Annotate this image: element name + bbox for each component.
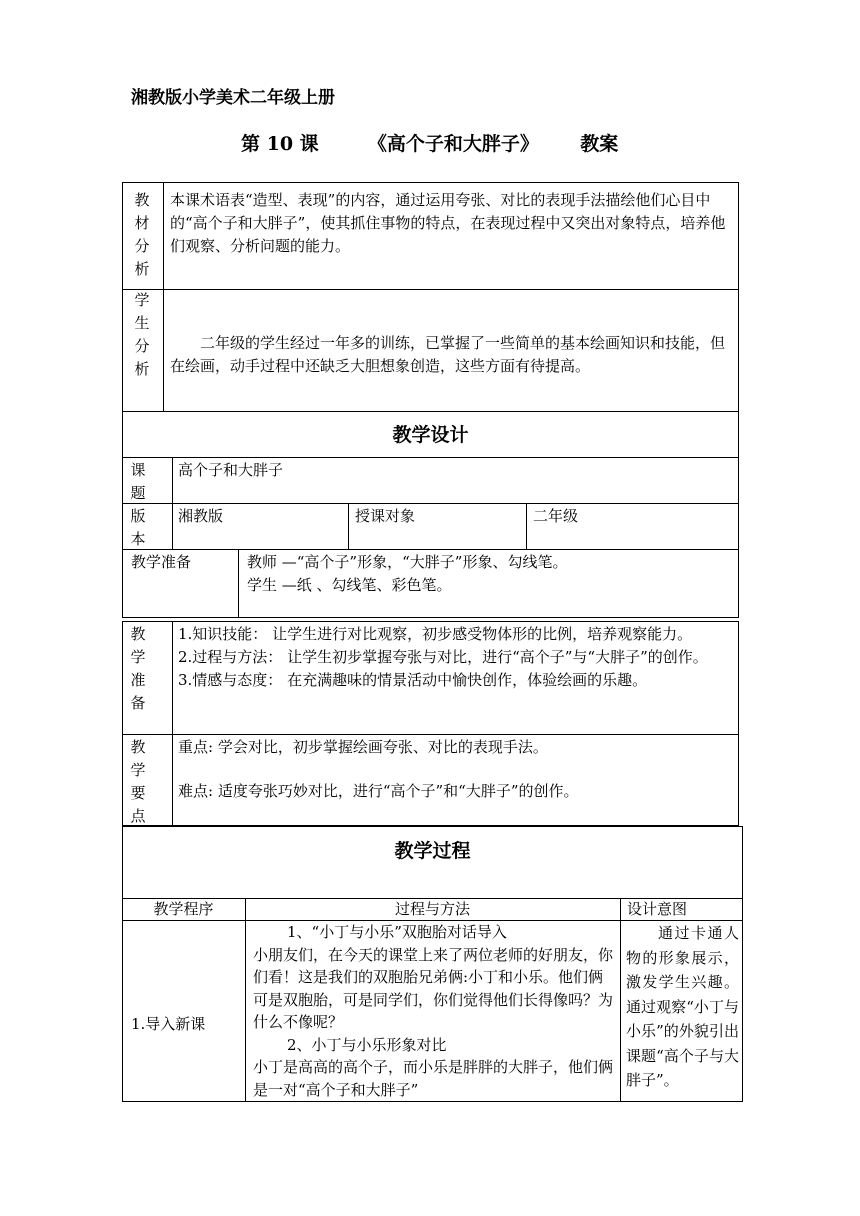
audience-label: 授课对象 [355, 507, 416, 525]
goals-list [178, 623, 735, 692]
goal-process: 2.过程与方法： 让学生初步掌握夸张与对比，进行“高个子”与“大胖子”的创作。 [178, 648, 708, 666]
audience-value: 二年级 [533, 507, 579, 525]
col-method-header: 过程与方法 [394, 900, 470, 918]
book-title: 湘教版小学美术二年级上册 [131, 88, 335, 108]
method-2-body: 小丁是高高的高个子，而小乐是胖胖的大胖子，他们俩是一对“高个子和大胖子” [253, 1058, 614, 1099]
process-title: 教学过程 [394, 840, 471, 862]
method-2-title: 2、小丁与小乐形象对比 [287, 1035, 447, 1054]
material-analysis-text: 本课术语表“造型、表现”的内容，通过运用夸张、对比的表现手法描绘他们心目中的“高个子和大胖子”，使其抓住事物的特点，在表现过程中又突出对象特点，培养他们观察、分析问题的能力。 [170, 191, 726, 255]
method-intro [253, 921, 616, 1101]
intent-intro: 通过卡通人物的形象展示，激发学生兴趣。通过观察“小丁与小乐”的外貌引出课题“高个子与大胖子”。 [626, 924, 739, 1089]
design-title: 教学设计 [392, 424, 469, 446]
method-1-body: 小朋友们，在今天的课堂上来了两位老师的好朋友，你们看！这是我们的双胞胎兄弟俩:小丁和小乐。他们俩可是双胞胎，可是同学们，你们觉得他们长得像吗？为什么不像呢？ [253, 945, 614, 1031]
version-label: 版 本 [130, 507, 146, 548]
topic-label: 课 题 [130, 461, 146, 502]
doc-type: 教案 [580, 133, 619, 155]
keypoint-focus: 重点: 学会对比，初步掌握绘画夸张、对比的表现手法。 [178, 738, 548, 756]
goals-label: 教 学 准 备 [130, 625, 146, 712]
keypoints-label: 教 学 要 点 [130, 738, 146, 825]
version-value: 湘教版 [178, 507, 224, 525]
student-analysis-text: 二年级的学生经过一年多的训练，已掌握了一些简单的基本绘画知识和技能，但在绘画，动手过程中还缺乏大胆想象创造，这些方面有待提高。 [170, 334, 726, 375]
step-intro: 1.导入新课 [131, 1015, 206, 1033]
prep-label: 教学准备 [131, 553, 192, 571]
keypoint-difficulty: 难点: 适度夸张巧妙对比，进行“高个子”和“大胖子”的创作。 [178, 782, 579, 800]
method-1-title: 1、“小丁与小乐”双胞胎对话导入 [287, 923, 507, 941]
col-step-header: 教学程序 [153, 900, 214, 918]
topic-value: 高个子和大胖子 [178, 461, 284, 479]
material-analysis-label: 教 材 分 析 [134, 191, 150, 278]
lesson-heading [241, 131, 618, 157]
prep-teacher: 教师 —“高个子”形象，“大胖子”形象、勾线笔。 [247, 553, 568, 571]
col-intent-header: 设计意图 [627, 900, 688, 918]
goal-knowledge: 1.知识技能： 让学生进行对比观察，初步感受物体形的比例，培养观察能力。 [178, 625, 693, 643]
goal-emotion: 3.情感与态度： 在充满趣味的情景活动中愉快创作，体验绘画的乐趣。 [178, 671, 648, 689]
prep-student: 学生 —纸 、勾线笔、彩色笔。 [247, 576, 452, 594]
student-analysis-label: 学 生 分 析 [134, 291, 150, 378]
lesson-number: 第 10 课 [241, 133, 319, 155]
lesson-name: 《高个子和大胖子》 [367, 133, 539, 155]
